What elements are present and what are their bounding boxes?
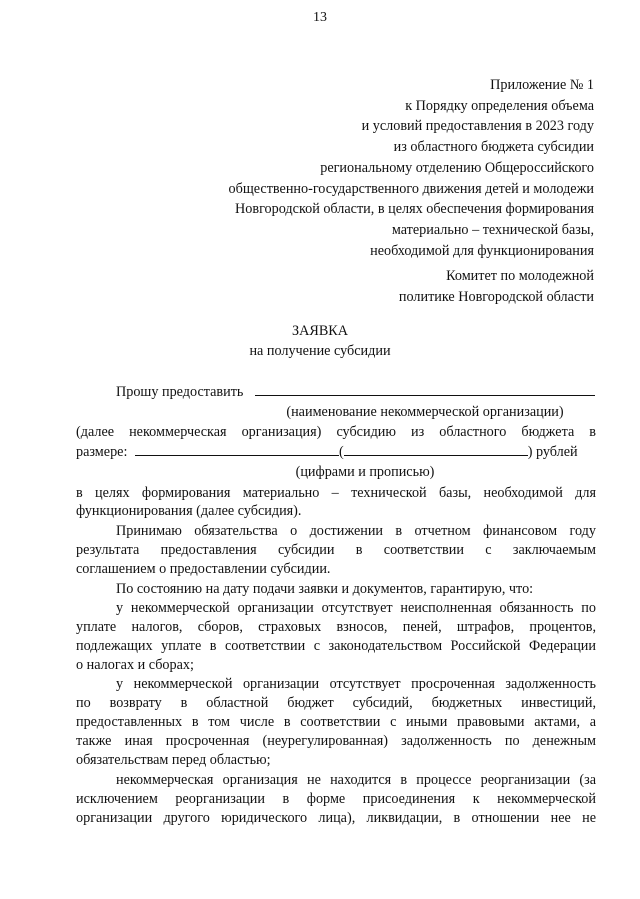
appendix-line: и условий предоставления в 2023 году — [361, 118, 594, 135]
paren-open: ( — [338, 444, 344, 460]
amount-line — [76, 442, 596, 462]
caption-amount: (цифрами и прописью) — [295, 464, 435, 480]
paragraph-line: соглашением о предоставлении субсидии. — [76, 561, 331, 577]
paragraph-line: также иная просроченная (неурегулированная) задолженность по денежным — [76, 733, 596, 749]
document-title: ЗАЯВКА — [292, 323, 348, 339]
amount-prefix: размере: — [76, 444, 128, 460]
paragraph-line: организации другого юридического лица), ликвидации, в отношении нее не — [76, 810, 596, 826]
appendix-line: Новгородской области, в целях обеспечения формирования — [235, 201, 594, 218]
request-prefix: Прошу предоставить — [116, 384, 244, 400]
paragraph-line: предоставленных в том числе в соответствии с иными правовыми актами, а — [76, 714, 596, 730]
appendix-header — [134, 75, 594, 261]
paragraph-line: подлежащих уплате в соответствии с законодательством Российской Федерации — [76, 638, 596, 654]
paragraph-line: в целях формирования материально – технической базы, необходимой для — [76, 485, 596, 501]
amount-digits-blank[interactable] — [135, 442, 339, 456]
paragraph-line: исключением реорганизации в форме присоединения к некоммерческой — [76, 791, 596, 807]
paragraph-line: По состоянию на дату подачи заявки и документов, гарантирую, что: — [116, 581, 534, 597]
appendix-line: необходимой для функционирования — [370, 242, 594, 259]
paragraph-line: результата предоставления субсидии в соответствии с заключаемым — [76, 542, 596, 558]
appendix-line: общественно-государственного движения детей и молодежи — [228, 180, 594, 197]
addressee-line: политике Новгородской области — [398, 288, 594, 305]
paragraph-line: функционирования (далее субсидия). — [76, 503, 302, 519]
page-number: 13 — [313, 10, 327, 25]
appendix-line: Приложение № 1 — [490, 77, 594, 93]
amount-words-blank[interactable] — [344, 442, 528, 456]
caption-organization: (наименование некоммерческой организации) — [286, 404, 564, 420]
organization-name-blank[interactable] — [255, 382, 595, 396]
document-subtitle: на получение субсидии — [249, 343, 391, 359]
paragraph-line: по возврату в областной бюджет субсидий, бюджетных инвестиций, — [76, 695, 596, 711]
paren-close: ) рублей — [527, 444, 578, 460]
paragraph-line: обязательствам перед областью; — [76, 752, 271, 768]
paragraph-line: некоммерческая организация не находится в процессе реорганизации (за — [116, 772, 596, 788]
appendix-line: к Порядку определения объема — [405, 97, 594, 114]
paragraph-line: о налогах и сборах; — [76, 657, 194, 673]
appendix-line: из областного бюджета субсидии — [393, 139, 594, 156]
request-line — [116, 382, 596, 402]
paragraph-line: (далее некоммерческая организация) субсидию из областного бюджета в — [76, 424, 596, 440]
paragraph-line: у некоммерческой организации отсутствует просроченная задолженность — [116, 676, 596, 692]
appendix-line: материально – технической базы, — [391, 221, 594, 238]
appendix-line: региональному отделению Общероссийского — [320, 159, 594, 176]
paragraph-line: Принимаю обязательства о достижении в отчетном финансовом году — [116, 523, 596, 539]
paragraph-line: у некоммерческой организации отсутствует неисполненная обязанность по — [116, 600, 596, 616]
addressee-block — [134, 266, 594, 307]
paragraph-line: уплате налогов, сборов, страховых взносов, пеней, штрафов, процентов, — [76, 619, 596, 635]
addressee-line: Комитет по молодежной — [446, 268, 594, 284]
